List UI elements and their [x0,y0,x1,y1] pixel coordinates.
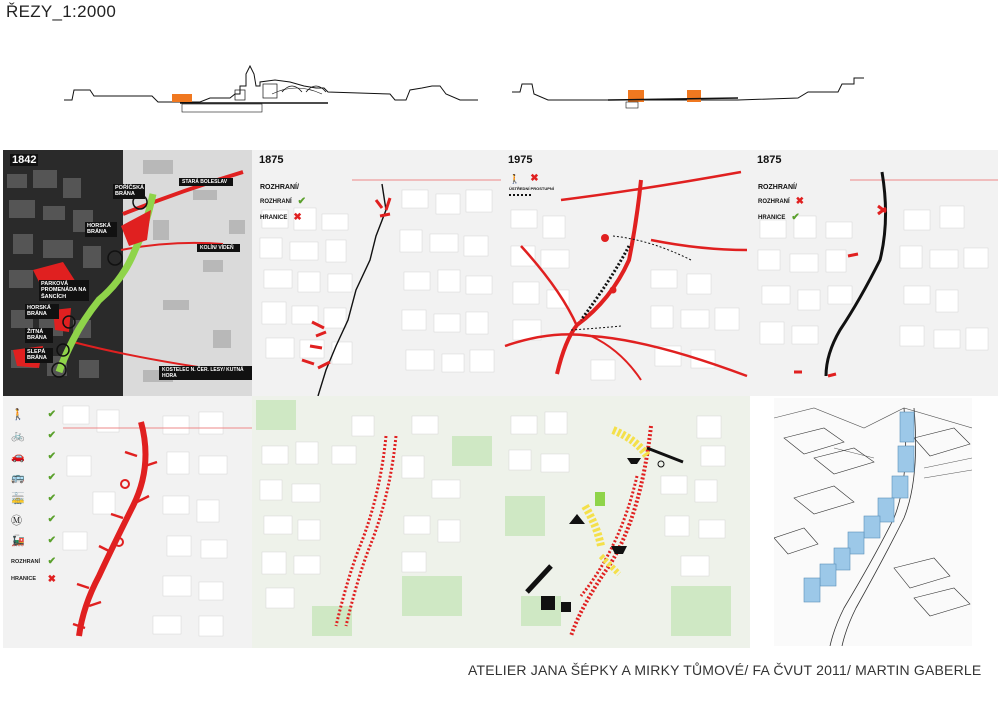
urban-design-plan [501,396,750,648]
section-drawing-left [60,62,480,124]
transport-legend [11,404,56,586]
check-icon: ✔ [297,196,307,207]
panel-year-1875-b: 1875 [757,154,782,166]
axonometric-drawing [774,398,972,646]
legend-row-rozhrani: ROZHRANÍ [260,199,292,205]
metro-icon: Ⓜ [11,514,22,527]
label-park-promenade: PARKOVÁ PROMENÁDA NA ŠANCÍCH [39,280,89,301]
check-icon: ✔ [791,212,800,223]
train-icon: 🚂 [11,535,25,547]
label-zitna-gate: ŽITNÁ BRÁNA [25,328,53,343]
panel-year-1842: 1842 [12,154,37,166]
legend-row-hranice: HRANICE [11,576,37,582]
legend-1875-a [260,184,306,223]
axonometric-sketch [774,398,972,646]
cross-icon: ✖ [795,196,805,207]
section-drawing-right [508,62,868,124]
check-icon: ✔ [47,409,56,420]
legend-1975 [509,174,554,196]
label-sleps-gate: SLEPÁ BRÁNA [25,348,53,363]
map-panel-urban-design [501,396,750,648]
arrow-label-kolin: KOLÍN/ VÍDEŇ [197,244,240,252]
check-icon: ✔ [47,472,56,483]
legend-row-hranice: HRANICE [758,215,786,221]
map-panel-transport [3,396,252,648]
map-panel-1842 [3,150,252,396]
panel-year-1975: 1975 [508,154,533,166]
legend-row-prostupni: ÚSTŘEDNÍ PROSTUPNÍ [509,186,554,191]
check-icon: ✔ [47,493,56,504]
tram-icon: 🚋 [11,493,25,505]
label-horska-gate-2: HORSKÁ BRÁNA [25,304,59,319]
check-icon: ✔ [47,556,56,567]
check-icon: ✔ [47,535,56,546]
arrow-label-stara-boleslav: STARÁ BOLESLAV [179,178,233,186]
check-icon: ✔ [47,451,56,462]
legend-heading: ROZHRANÍ/ [758,184,797,191]
pedestrian-icon: 🚶 [509,173,521,184]
check-icon: ✔ [47,430,56,441]
cross-icon: ✖ [47,573,56,585]
map-panel-1875-a [252,150,501,396]
legend-dashed-line [509,194,531,196]
page-title: ŘEZY_1:2000 [6,2,117,21]
panel-year-1875-a: 1875 [259,154,284,166]
label-horska-gate-1: HORSKÁ BRÁNA [85,222,117,237]
bus-icon: 🚌 [11,472,25,484]
arrow-label-kostelec: KOSTELEC N. ČER. LESY/ KUTNÁ HORA [159,366,252,380]
credit-footer: ATELIER JANA ŠÉPKY A MIRKY TŮMOVÉ/ FA ČVUT 2011/ MARTIN GABERLE [468,662,982,678]
legend-row-rozhrani: ROZHRANÍ [11,558,41,565]
map-panel-1975 [501,150,750,396]
cross-icon: ✖ [530,173,539,184]
check-icon: ✔ [47,514,56,525]
map-panel-green-corridor [252,396,501,648]
legend-1875-b [758,184,804,223]
map-panel-1875-b [750,150,998,396]
legend-row-hranice: HRANICE [260,215,288,221]
legend-row-rozhrani: ROZHRANÍ [758,199,790,205]
green-corridor-map [252,396,501,648]
bicycle-icon: 🚲 [11,430,25,442]
legend-heading: ROZHRANÍ/ [260,184,299,191]
pedestrian-icon: 🚶 [11,409,25,421]
cross-icon: ✖ [293,212,302,223]
label-porici-gate: POŘÍČSKÁ BRÁNA [115,185,145,198]
car-icon: 🚗 [11,451,25,463]
